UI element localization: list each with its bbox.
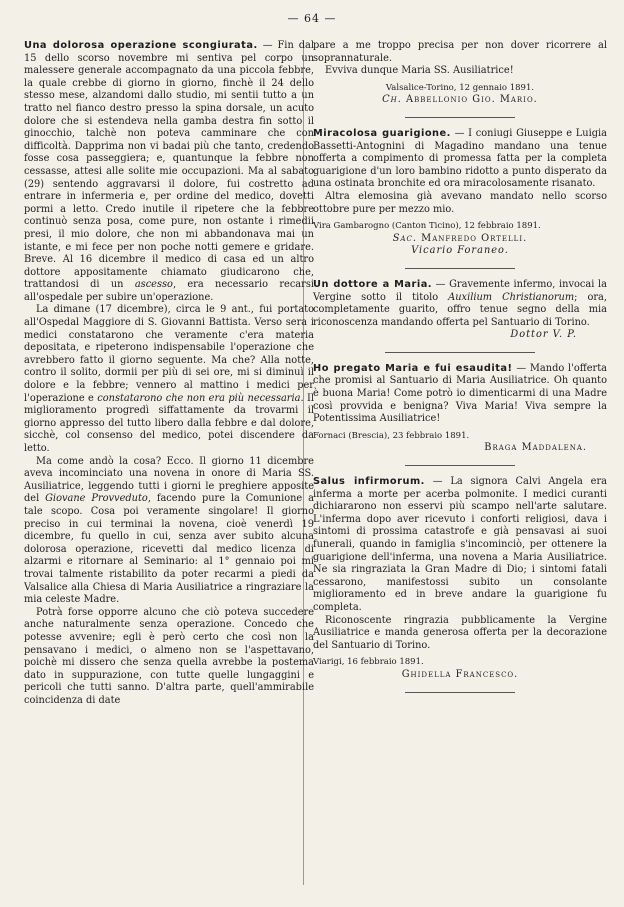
article-1-paragraph-4: Potrà forse opporre alcuno che ciò poteva succedere anche naturalmente senza operazione. Concedo che potesse avvenire; egli è però certo che così non la pensavano i medici, o almeno non se l'aspettavano, poichè mi dissero che senza quella avrebbe la postema dato in suppurazione, con tutte quelle lungaggini e pericoli che tutti sanno. D'altra parte, quell'ammirabile coincidenza di date	[24, 606, 314, 706]
right-column	[313, 40, 607, 703]
article-4-signature: Braga Maddalena.	[484, 442, 587, 454]
article-4-paragraph-1: Ho pregato Maria e fui esaudita! — Mando l'offerta che promisi al Santuario di Maria Ausiliatrice. Oh quanto è buona Maria! Come potrò io dimenticarmi di una Madre così provvida e benigna? Viva Maria! Viva sempre la Potentissima Ausiliatrice!	[313, 362, 607, 425]
article-1-continuation: pare a me troppo precisa per non dover ricorrere al soprannaturale.	[313, 40, 607, 64]
article-1-paragraph-3: Ma come andò la cosa? Ecco. Il giorno 11 dicembre aveva incominciato una novena in onore di Maria SS. Ausiliatrice, leggendo tutti i giorni le preghiere apposite del Giovane Provveduto, facendo pure la Comunione a tale scopo. Cosa poi veramente singolare! Il giorno preciso in cui terminai la novena, cioè venerdì 19 dicembre, fu quello in cui, senza aver subito alcuna dolorosa operazione, ricevetti dal medico licenza di alzarmi e ritornare al Seminario: al 1° gennaio poi mi trovai talmente ristabilito da poter recarmi a piedi da Valsalice alla Chiesa di Maria Ausiliatrice a ringraziare la mia celeste Madre.	[24, 455, 314, 606]
left-column	[24, 40, 314, 707]
article-2-title: Miracolosa guarigione.	[313, 127, 451, 139]
article-1-paragraph-2: La dimane (17 dicembre), circa le 9 ant., fui portato all'Ospedal Maggiore di S. Giovanni Battista. Verso sera i medici constatarono che veramente c'era materia depositata, e ripeterono indispensabile l'operazione che avrebbero fatto il giorno seguente. Ma che? Alla notte, contro il solito, dormii per più di sei ore, mi si diminuì il dolore e la febbre; vennero al mattino i medici per l'operazione e constatarono che non era più necessaria. Il miglioramento progredì siffattamente da trovarmi il giorno appresso del tutto libero dalla febbre e dal dolore, sicchè, col consenso del medico, potei discendere da letto.	[24, 304, 314, 454]
article-5-place-date: Viarigi, 16 febbraio 1891.	[313, 657, 424, 668]
article-3-paragraph-1: Un dottore a Maria. — Gravemente infermo, invocai la Vergine sotto il titolo Auxilium Christianorum; ora, completamente guarito, offro tenue segno della mia riconoscenza mandando offerta pel Santuario di Torino.	[313, 278, 607, 328]
article-5-paragraph-1: Salus infirmorum. — La signora Calvi Angela era inferma a morte per acerba polmonite. I medici curanti dichiararono non esservi più scampo nell'arte salutare. L'inferma dopo aver ricevuto i conforti religiosi, dava i sintomi di prossima catastrofe e già pensavasi ai suoi funerali, quando in famiglia s'incominciò, per ottenere la guarigione dell'inferma, una novena a Maria Ausiliatrice. Ne sia ringraziata la Gran Madre di Dio; i sintomi fatali cessarono, manifestossi subito un consolante miglioramento ed in breve andare la guarigione fu completa.	[313, 476, 607, 613]
article-2-paragraph-1: Miracolosa guarigione. — I coniugi Giuseppe e Luigia Bassetti-Antognini di Magadino mandano una tenue offerta a compimento di promessa fatta per la completa guarigione d'un loro bambino ridotto a punto disperato da una ostinata bronchite ed ora miracolosamente risanato.	[313, 127, 607, 190]
article-4-title: Ho pregato Maria e fui esaudita!	[313, 362, 513, 374]
separator-rule	[405, 465, 515, 466]
article-3-title: Un dottore a Maria.	[313, 278, 433, 290]
article-1-paragraph-1: Una dolorosa operazione scongiurata. — Fin dal 15 dello scorso novembre mi sentiva pel corpo un malessere generale accompagnato da una piccola febbre, la quale crebbe di giorno in giorno, finchè il 24 dello stesso mese, alzandomi dallo studio, mi sentii tutto a un tratto nel fianco destro presso la spina dorsale, un acuto dolore che si estendeva nella gamba destra fin sotto il ginocchio, talchè non poteva camminare che con difficoltà. Dapprima non vi badai più che tanto, credendo fosse cosa passeggiera; e, quantunque la febbre non cessasse, attesi alle solite mie occupazioni. Ma al sabato (29) sentendo aggravarsi il dolore, fui costretto ad entrare in infermeria e, per ordine del medico, dovetti pormi a letto. Credo inutile il ripetere che la febbre continuò senza posa, come pure, non ostante i rimedii presi, il mio dolore, che non mi abbandonava mai un istante, e mi fece per non poche notti gemere e gridare. Breve. Al 16 dicembre il medico di casa ed un altro dottore appositamente chiamato giudicarono che, trattandosi di un ascesso, era necessario recarsi all'ospedale per subire un'operazione.	[24, 40, 315, 303]
separator-rule	[405, 692, 515, 693]
article-1-evviva: Evviva dunque Maria SS. Ausiliatrice!	[325, 65, 514, 77]
article-2-place-date: Vira Gambarogno (Canton Ticino), 12 febbraio 1891.	[313, 221, 541, 232]
separator-rule	[405, 117, 515, 118]
article-5-paragraph-2: Riconoscente ringrazia pubblicamente la Vergine Ausiliatrice e manda generosa offerta per la decorazione del Santuario di Torino.	[313, 614, 607, 651]
article-4-place-date: Fornaci (Brescia), 23 febbraio 1891.	[313, 430, 470, 441]
article-1-signature: Ch. Abbellonio Gio. Mario.	[382, 94, 538, 106]
article-1-title: Una dolorosa operazione scongiurata.	[24, 40, 258, 51]
article-3-signature: Dottor V. P.	[510, 329, 577, 341]
article-2-paragraph-2: Altra elemosina già avevano mandato nello scorso ottobre pure per mezzo mio.	[313, 190, 607, 215]
article-5-title: Salus infirmorum.	[313, 476, 425, 488]
article-2-signature: Sac. Manfredo Ortelli.	[392, 232, 528, 244]
article-5-signature: Ghidella Francesco.	[401, 668, 519, 680]
article-1-place-date: Valsalice-Torino, 12 gennaio 1891.	[385, 82, 535, 93]
separator-rule	[405, 268, 515, 269]
page-number: — 64 —	[287, 12, 337, 25]
separator-rule	[385, 352, 535, 353]
article-2-role: Vicario Foraneo.	[411, 245, 509, 257]
